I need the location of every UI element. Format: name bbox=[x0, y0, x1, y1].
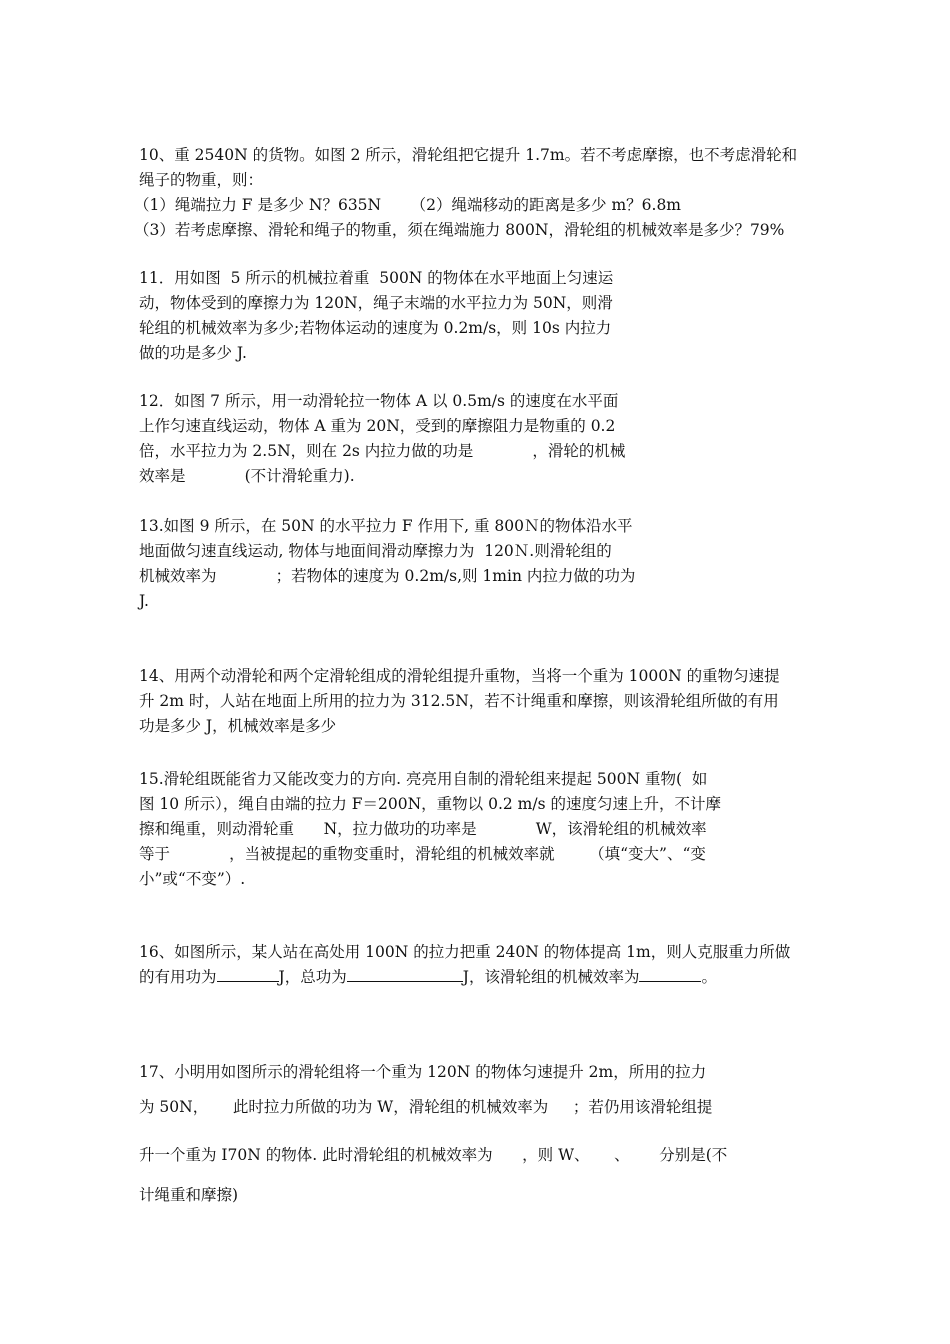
q10-line-1: 10、重 2540N 的货物。如图 2 所示，滑轮组把它提升 1.7m。若不考虑摩擦，也不考虑滑轮和 bbox=[139, 146, 798, 164]
q13-line-3: 机械效率为 ；若物体的速度为 0.2m/s,则 1min 内拉力做的功为 bbox=[139, 567, 636, 585]
q15-line-2: 图 10 所示），绳自由端的拉力 F＝200N，重物以 0.2 m/s 的速度匀速上升，不计摩 bbox=[139, 795, 721, 813]
q11-line-4: 做的功是多少 J. bbox=[139, 344, 247, 362]
q12-line-2: 上作匀速直线运动，物体 A 重为 20N，受到的摩擦阻力是物重的 0.2 bbox=[139, 417, 616, 435]
q16-line-1: 16、如图所示，某人站在高处用 100N 的拉力把重 240N 的物体提高 1m，则人克服重力所做 bbox=[139, 943, 791, 961]
q14-line-3: 功是多少 J，机械效率是多少 bbox=[139, 717, 337, 735]
q13-line-4: J. bbox=[139, 592, 149, 610]
answer-blank-useful-work[interactable] bbox=[217, 967, 279, 982]
q15-line-4: 等于 ，当被提起的重物变重时，滑轮组的机械效率就 （填“变大”、“变 bbox=[139, 845, 706, 863]
q15-line-1: 15.滑轮组既能省力又能改变力的方向. 亮亮用自制的滑轮组来提起 500N 重物( 如 bbox=[139, 770, 708, 788]
q17-line-1: 17、小明用如图所示的滑轮组将一个重为 120N 的物体匀速提升 2m，所用的拉力 bbox=[139, 1063, 707, 1081]
q11-line-1: 11．用如图 5 所示的机械拉着重 500N 的物体在水平地面上匀速运 bbox=[139, 269, 614, 287]
q14-line-2: 升 2m 时，人站在地面上所用的拉力为 312.5N，若不计绳重和摩擦，则该滑轮组所做的有用 bbox=[139, 692, 779, 710]
q15-line-3: 擦和绳重，则动滑轮重 N，拉力做功的功率是 W，该滑轮组的机械效率 bbox=[139, 820, 707, 838]
q11-line-2: 动，物体受到的摩擦力为 120N，绳子末端的水平拉力为 50N，则滑 bbox=[139, 294, 613, 312]
q12-line-4: 效率是 (不计滑轮重力). bbox=[139, 467, 355, 485]
q13-line-2: 地面做匀速直线运动, 物体与地面间滑动摩擦力为 120Ｎ.则滑轮组的 bbox=[139, 542, 612, 560]
q10-line-2: 绳子的物重，则： bbox=[139, 171, 264, 189]
answer-blank-efficiency[interactable] bbox=[639, 967, 701, 982]
q10-line-4: （3）若考虑摩擦、滑轮和绳子的物重，须在绳端施力 800N，滑轮组的机械效率是多少？79% bbox=[134, 221, 785, 239]
q16-text-b: J，总功为 bbox=[278, 968, 347, 986]
q14-line-1: 14、用两个动滑轮和两个定滑轮组成的滑轮组提升重物，当将一个重为 1000N 的重物匀速提 bbox=[139, 667, 780, 685]
answer-blank-total-work[interactable] bbox=[347, 967, 463, 982]
q12-line-1: 12．如图 7 所示，用一动滑轮拉一物体 A 以 0.5m/s 的速度在水平面 bbox=[139, 392, 619, 410]
q16-line-2 bbox=[139, 967, 717, 987]
q10-line-3: （1）绳端拉力 F 是多少 N？635N （2）绳端移动的距离是多少 m？6.8m bbox=[134, 196, 682, 214]
q17-line-3: 升一个重为 I70N 的物体. 此时滑轮组的机械效率为 ，则 W、 、 分别是(不 bbox=[139, 1146, 728, 1164]
q11-line-3: 轮组的机械效率为多少;若物体运动的速度为 0.2m/s，则 10s 内拉力 bbox=[139, 319, 612, 337]
q16-text-d: 。 bbox=[701, 968, 717, 986]
q17-line-2: 为 50N， 此时拉力所做的功为 W，滑轮组的机械效率为 ；若仍用该滑轮组提 bbox=[139, 1098, 713, 1116]
q17-line-4: 计绳重和摩擦) bbox=[139, 1186, 239, 1204]
q16-text-a: 的有用功为 bbox=[139, 968, 217, 986]
q15-line-5: 小”或“不变”）. bbox=[139, 870, 246, 888]
q13-line-1: 13.如图 9 所示，在 50N 的水平拉力 F 作用下, 重 800Ｎ的物体沿水平 bbox=[139, 517, 633, 535]
q16-text-c: J，该滑轮组的机械效率为 bbox=[462, 968, 640, 986]
q12-line-3: 倍，水平拉力为 2.5N，则在 2s 内拉力做的功是 ，滑轮的机械 bbox=[139, 442, 626, 460]
